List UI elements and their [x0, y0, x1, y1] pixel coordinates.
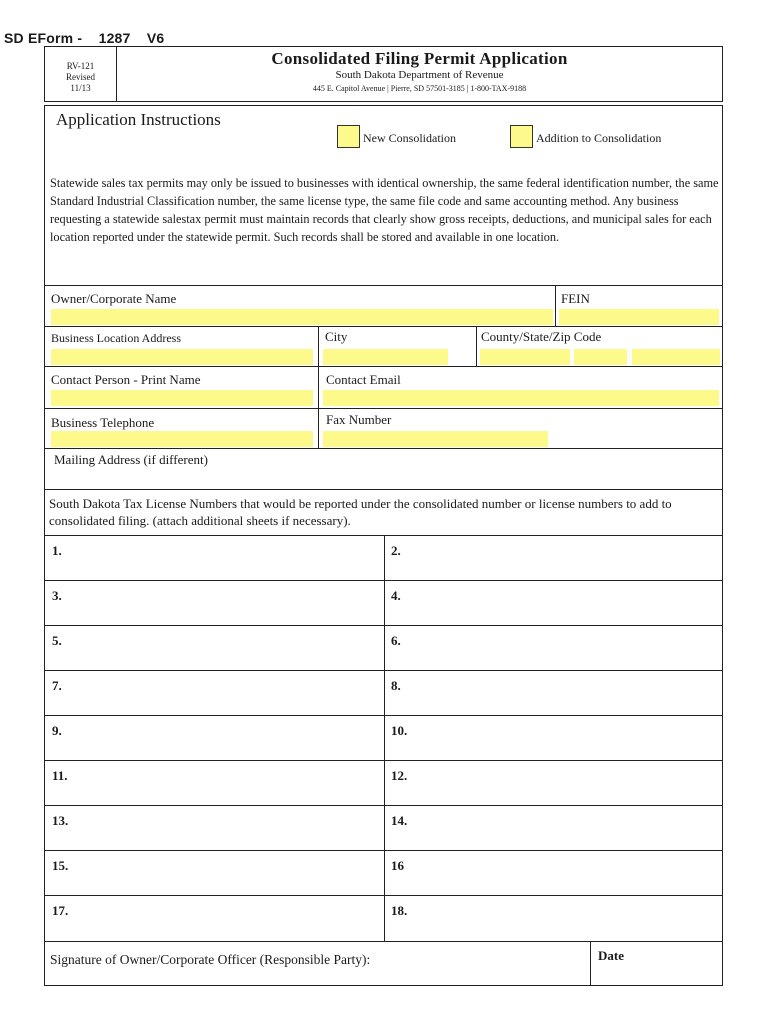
license-number-label: 2.: [391, 543, 401, 558]
department-name: South Dakota Department of Revenue: [335, 69, 504, 81]
county-field[interactable]: [480, 349, 570, 365]
divider: [384, 535, 385, 941]
contact-person-field[interactable]: [51, 390, 313, 406]
form-id-line: SD EForm - 1287 V6: [4, 30, 165, 46]
license-number-label: 10.: [391, 723, 408, 738]
owner-name-field[interactable]: [51, 309, 553, 325]
divider: [44, 408, 723, 409]
new-consolidation-label: New Consolidation: [363, 131, 456, 145]
license-number-label: 14.: [391, 813, 408, 828]
fax-number-label: Fax Number: [326, 412, 392, 427]
business-telephone-field[interactable]: [51, 431, 313, 447]
license-number-label: 15.: [52, 858, 69, 873]
form-title: Consolidated Filing Permit Application: [271, 49, 568, 68]
license-intro: South Dakota Tax License Numbers that would be reported under the consolidated number or license numbers to add to consolidated filing. (attach additional sheets if necessary).: [49, 496, 672, 528]
divider: [44, 366, 723, 367]
license-number-label: 11.: [52, 768, 68, 783]
contact-email-field[interactable]: [323, 390, 719, 406]
contact-person-label: Contact Person - Print Name: [51, 372, 201, 387]
instructions-heading: Application Instructions: [56, 110, 221, 129]
business-address-field[interactable]: [51, 349, 313, 365]
license-number-label: 4.: [391, 588, 401, 603]
license-number-label: 18.: [391, 903, 408, 918]
fax-number-field[interactable]: [323, 431, 548, 447]
license-number-label: 6.: [391, 633, 401, 648]
revised-date: 11/13: [70, 83, 91, 93]
license-number-label: 5.: [52, 633, 62, 648]
new-consolidation-checkbox[interactable]: [337, 125, 360, 148]
addition-consolidation-checkbox[interactable]: [510, 125, 533, 148]
revised-label: Revised: [66, 72, 95, 82]
license-number-label: 12.: [391, 768, 408, 783]
divider: [44, 489, 723, 490]
form-header: [44, 46, 723, 102]
city-field[interactable]: [323, 349, 448, 365]
city-label: City: [325, 329, 348, 344]
business-address-label: Business Location Address: [51, 331, 181, 345]
divider: [318, 326, 319, 448]
county-state-zip-label: County/State/Zip Code: [481, 329, 602, 344]
license-number-label: 3.: [52, 588, 62, 603]
license-number-label: 8.: [391, 678, 401, 693]
divider: [590, 941, 591, 986]
signature-label: Signature of Owner/Corporate Officer (Responsible Party):: [50, 952, 371, 967]
license-number-label: 17.: [52, 903, 69, 918]
addition-consolidation-label: Addition to Consolidation: [536, 131, 662, 145]
divider: [44, 448, 723, 449]
contact-email-label: Contact Email: [326, 372, 401, 387]
date-label: Date: [598, 948, 624, 963]
divider: [44, 326, 723, 327]
license-number-label: 16: [391, 858, 404, 873]
department-address: 445 E. Capitol Avenue | Pierre, SD 57501-3185 | 1-800-TAX-9188: [312, 84, 527, 93]
license-number-label: 9.: [52, 723, 62, 738]
divider: [555, 285, 556, 326]
license-number-label: 13.: [52, 813, 69, 828]
license-number-label: 1.: [52, 543, 62, 558]
fein-field[interactable]: [559, 309, 719, 325]
divider: [44, 285, 723, 286]
divider: [476, 326, 477, 366]
fein-label: FEIN: [561, 291, 590, 306]
license-number-label: 7.: [52, 678, 62, 693]
instructions-paragraph: Statewide sales tax permits may only be issued to businesses with identical ownership, the same federal identification number, the same Standard Industrial Classification number, the same license type, the same file code and same accounting method. Any business requesting a statewide salestax permit must maintain records that clearly show gross receipts, deductions, and municipal sales for each location reported under the statewide permit. Such records shall be stored and available in one location.: [50, 176, 719, 244]
business-telephone-label: Business Telephone: [51, 415, 155, 430]
mailing-address-label: Mailing Address (if different): [54, 452, 208, 467]
rv-code: RV-121: [66, 61, 95, 71]
state-field[interactable]: [574, 349, 627, 365]
owner-name-label: Owner/Corporate Name: [51, 291, 177, 306]
zip-field[interactable]: [632, 349, 720, 365]
divider: [44, 941, 723, 942]
revision-box: [45, 47, 117, 101]
